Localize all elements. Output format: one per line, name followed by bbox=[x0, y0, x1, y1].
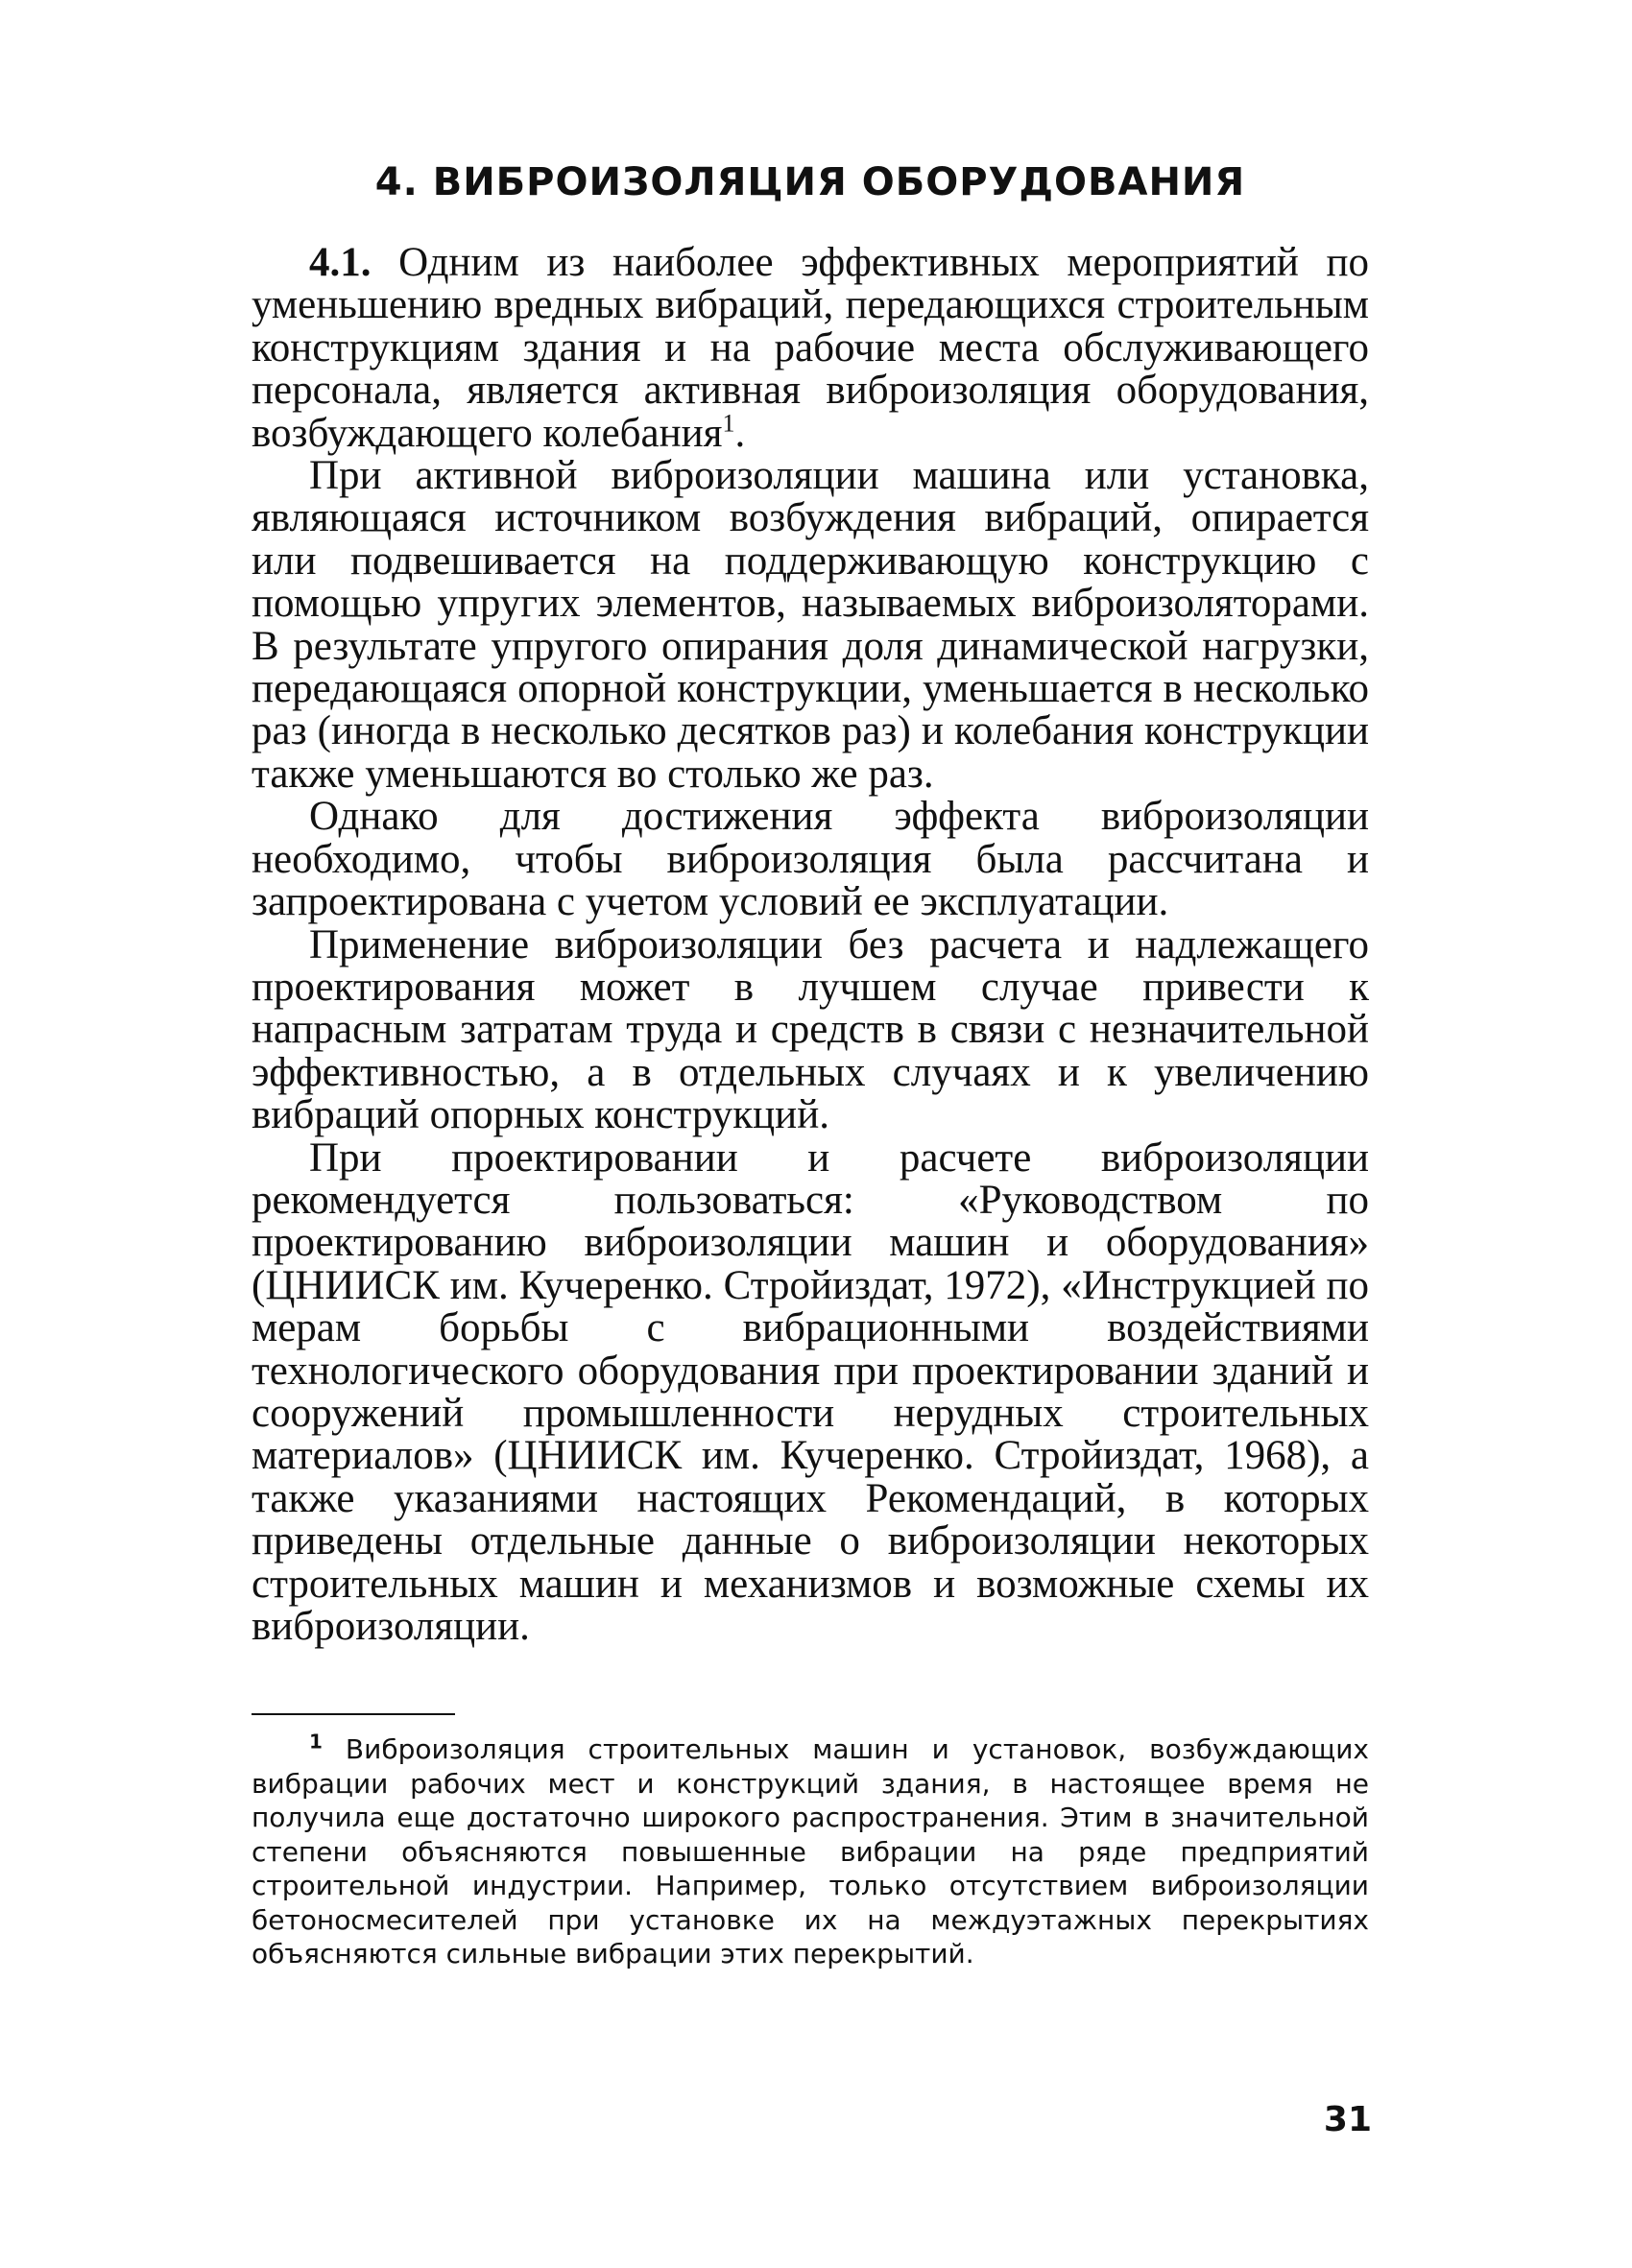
footnote-text: Виброизоляция строительных машин и установок, возбуждающих вибрации рабочих мест и конструкций здания, в настоящее время не получила еще достаточно широкого распространения. Этим в значительной степени объясняются повышенные вибрации на ряде предприятий строительной индустрии. Например, только отсутствием виброизоляции бетоносмесителей при установке их на междуэтажных перекрытиях объясняются сильные вибрации этих перекрытий. bbox=[252, 1733, 1369, 1970]
paragraph-end: . bbox=[734, 410, 746, 456]
paragraph-number: 4.1. bbox=[309, 240, 372, 285]
page-body bbox=[252, 154, 1369, 1971]
paragraph-design-requirement: Однако для достижения эффекта виброизоляции необходимо, чтобы виброизоляция была рассчитана и запроектирована с учетом условий ее эксплуатации. bbox=[252, 794, 1369, 925]
paragraph-4-1 bbox=[252, 242, 1369, 455]
footnote-marker: 1 bbox=[309, 1731, 323, 1755]
footnote-divider bbox=[252, 1713, 455, 1715]
paragraph-active-isolation: При активной виброизоляции машина или установка, являющаяся источником возбуждения вибраций, опирается или подвешивается на поддерживающую конструкцию с помощью упругих элементов, называемых виброизоляторами. В результате упругого опирания доля динамической нагрузки, передающаяся опорной конструкции, уменьшается в несколько раз (иногда в несколько десятков раз) и колебания конструкции также уменьшаются во столько же раз. bbox=[252, 453, 1369, 797]
paragraph-text: Одним из наиболее эффективных мероприятий по уменьшению вредных вибраций, передающихся строительным конструкциям здания и на рабочие места обслуживающего персонала, является активная виброизоляция оборудования, возбуждающего колебания bbox=[252, 240, 1369, 456]
page-number: 31 bbox=[1323, 2100, 1372, 2139]
section-title: 4. ВИБРОИЗОЛЯЦИЯ ОБОРУДОВАНИЯ bbox=[374, 160, 1246, 204]
footnote-reference[interactable]: 1 bbox=[722, 409, 735, 438]
paragraph-without-calculation: Применение виброизоляции без расчета и надлежащего проектирования может в лучшем случае привести к напрасным затратам труда и средств в связи с незначительной эффективностью, а в отдельных случаях и к увеличению вибраций опорных конструкций. bbox=[252, 921, 1369, 1138]
paragraph-references: При проектировании и расчете виброизоляции рекомендуется пользоваться: «Руководством по проектированию виброизоляции машин и оборудования» (ЦНИИСК им. Кучеренко. Стройиздат, 1972), «Инструкцией по мерам борьбы с вибрационными воздействиями технологического оборудования при проектировании зданий и сооружений промышленности нерудных строительных материалов» (ЦНИИСК им. Кучеренко. Стройиздат, 1968), а также указаниями настоящих Рекомендаций, в которых приведены отдельные данные о виброизоляции некоторых строительных машин и механизмов и возможные схемы их виброизоляции. bbox=[252, 1134, 1369, 1649]
footnote bbox=[252, 1732, 1369, 1971]
